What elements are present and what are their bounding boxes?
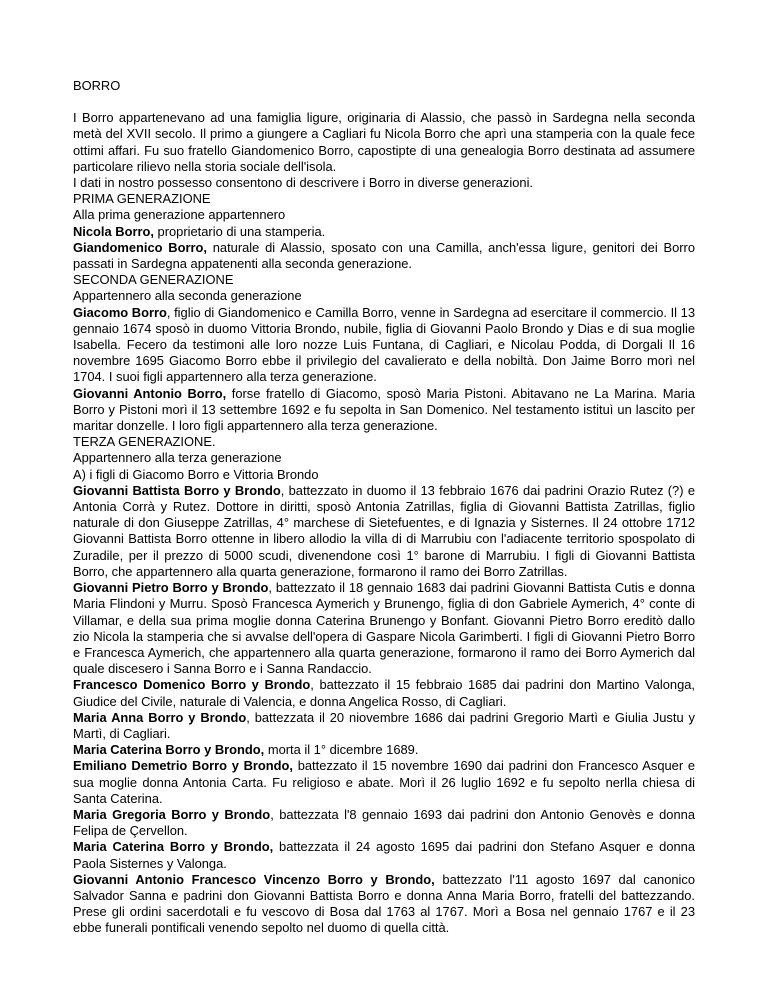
entry-text: naturale di Alassio, sposato con una Camilla, anch'essa ligure, genitori dei Borro passati in Sardegna appatenenti alla seconda generazione. — [73, 239, 695, 272]
entry-text: battezzato l'11 agosto 1697 dal canonico Salvador Sanna e padrini don Giovanni Battista Borro e donna Anna Maria Borro, fratelli del battezzando. Prese gli ordini sacerdotali e fu vescovo di Bosa dal 1763 al 1767. Morì a Bosa nel gennaio 1767 e il 23 ebbe funerali pontificali venendo sepolto nel duomo di quella città. — [73, 871, 696, 936]
entry-maria-anna — [73, 710, 695, 742]
entry-name: Giovanni Antonio Francesco Vincenzo Borro y Brondo, — [73, 871, 435, 887]
entry-text: , battezzata il 20 niovembre 1686 dai padrini Gregorio Martì e Giulia Justu y Martì, di Cagliari. — [73, 709, 695, 741]
heading-prima-generazione: PRIMA GENERAZIONE — [73, 191, 211, 207]
group-a-label: A) i figli di Giacomo Borro e Vittoria Brondo — [73, 466, 319, 482]
entry-nicola-borro — [73, 224, 695, 240]
entry-text: , figlio di Giandomenico e Camilla Borro, venne in Sardegna ad esercitare il commercio. Il 13 gennaio 1674 sposò in duomo Vittoria Brondo, nubile, figlia di Giovanni Paolo Brondo y Dias e di sua moglie Isabella. Fecero da testimoni alle loro nozze Luis Funtana, di Cagliari, e Nicolau Podda, di Dorgali Il 16 novembre 1695 Giacomo Borro ebbe il privilegio del cavalierato e della nobiltà. Don Jaime Borro morì nel 1704. I suoi figli appartennero alla terza generazione. — [73, 304, 695, 385]
entry-text: , battezzato il 18 gennaio 1683 dai padrini Giovanni Battista Cutis e donna Maria Flindoni y Murru. Sposò Francesca Aymerich y Brunengo, figlia di don Gabriele Aymerich, 4° conte di Villamar, e della sua prima moglie donna Caterina Brunengo y Bonfant. Giovanni Pietro Borro ereditò dallo zio Nicola la stamperia che si avvalse dell'opera di Gaspare Nicola Garimberti. I figli di Giovanni Pietro Borro e Francesca Aymerich, che appartennero alla quarta generazione, formarono il ramo dei Borro Aymerich dal quale discesero i Sanna Borro e i Sanna Randaccio. — [73, 580, 696, 677]
entry-name: Francesco Domenico Borro y Brondo — [73, 677, 311, 693]
entry-francesco-domenico — [73, 677, 695, 709]
heading-seconda-generazione: SECONDA GENERAZIONE — [73, 272, 234, 288]
entry-maria-gregoria — [73, 807, 695, 839]
document-title: BORRO — [73, 78, 121, 93]
entry-giovanni-battista — [73, 483, 695, 580]
subheading-terza-generazione: Appartennero alla terza generazione — [73, 450, 282, 466]
document-page — [73, 78, 695, 937]
entry-text: , battezzato in duomo il 13 febbraio 1676 dai padrini Orazio Rutez (?) e Antonia Corrà y Rutez. Dottore in diritti, sposò Antonia Zatrillas, figlia di Giovanni Battista Zatrillas, figlio naturale di don Giuseppe Zatrillas, 4° marchese di Sietefuentes, e di Ignazia y Sisternes. Il 24 ottobre 1712 Giovanni Battista Borro ottenne in libero allodio la villa di di Marrubiu con l'adiacente territorio spospolato di Zuradile, per il prezzo di 5000 scudi, divenendone così 1° barone di Marrubiu. I figli di Giovanni Battista Borro, che appartennero alla quarta generazione, formarono il ramo dei Borro Zatrillas. — [73, 482, 695, 579]
intro-paragraph: I Borro appartenevano ad una famiglia ligure, originaria di Alassio, che passò in Sardegna nella seconda metà del XVII secolo. Il primo a giungere a Cagliari fu Nicola Borro che aprì una stamperia con la quale fece ottimi affari. Fu suo fratello Giandomenico Borro, capostipte di una genealogia Borro destinata ad assumere particolare rilievo nella storia sociale dell'isola. — [73, 110, 695, 174]
entry-giovanni-pietro — [73, 580, 695, 677]
entry-name: Maria Caterina Borro y Brondo, — [73, 839, 274, 855]
entry-giovanni-antonio-francesco — [73, 872, 695, 937]
entry-text: , battezzato il 15 febbraio 1685 dai padrini don Martino Valonga, Giudice del Civile, naturale di Valencia, e donna Angelica Rosso, di Cagliari. — [73, 677, 695, 709]
entry-text: battezzata il 24 agosto 1695 dai padrini don Stefano Asquer e donna Paola Sisternes y Valonga. — [73, 839, 695, 871]
entry-text: battezzato il 15 novembre 1690 dai padrini don Francesco Asquer e sua moglie donna Antonia Carta. Fu religioso e abate. Morì il 26 luglio 1692 e fu sepolto nerlla chiesa di Santa Caterina. — [73, 758, 696, 806]
entry-giacomo-borro — [73, 305, 695, 386]
intro-sentence: I dati in nostro possesso consentono di descrivere i Borro in diverse generazioni. — [73, 175, 534, 191]
entry-name: Giovanni Battista Borro y Brondo — [73, 482, 281, 498]
entry-giovanni-antonio-borro — [73, 386, 695, 435]
entry-text: , battezzata l'8 gennaio 1693 dai padrini don Antonio Genovès e donna Felipa de Çervellon. — [73, 806, 695, 839]
entry-maria-caterina-1695 — [73, 839, 695, 871]
entry-name: Nicola Borro, — [73, 223, 154, 239]
entry-name: Giacomo Borro — [73, 304, 167, 320]
subheading-seconda-generazione: Appartennero alla seconda generazione — [73, 288, 302, 304]
entry-name: Maria Anna Borro y Brondo — [73, 709, 247, 725]
blank-line — [73, 94, 695, 110]
entry-emiliano-demetrio — [73, 758, 695, 807]
entry-name: Maria Gregoria Borro y Brondo — [73, 806, 271, 822]
entry-maria-caterina-1689 — [73, 742, 695, 758]
entry-text: morta il 1° dicembre 1689. — [264, 742, 419, 758]
entry-name: Maria Caterina Borro y Brondo, — [73, 742, 265, 758]
entry-name: Emiliano Demetrio Borro y Brondo, — [73, 758, 294, 774]
entry-name: Giandomenico Borro, — [73, 239, 207, 255]
entry-name: Giovanni Antonio Borro, — [73, 385, 227, 401]
entry-name: Giovanni Pietro Borro y Brondo — [73, 580, 269, 596]
entry-giandomenico-borro — [73, 240, 695, 272]
entry-text: forse fratello di Giacomo, sposò Maria Pistoni. Abitavano ne La Marina. Maria Borro y Pistoni morì il 13 settembre 1692 e fu sepolta in San Domenico. Nel testamento istituì un lascito per maritar donzelle. I loro figli appartennero alla terza generazione. — [73, 385, 695, 434]
subheading-prima-generazione: Alla prima generazione appartennero — [73, 207, 286, 223]
entry-text: proprietario di una stamperia. — [153, 223, 326, 239]
heading-terza-generazione: TERZA GENERAZIONE. — [73, 434, 216, 450]
